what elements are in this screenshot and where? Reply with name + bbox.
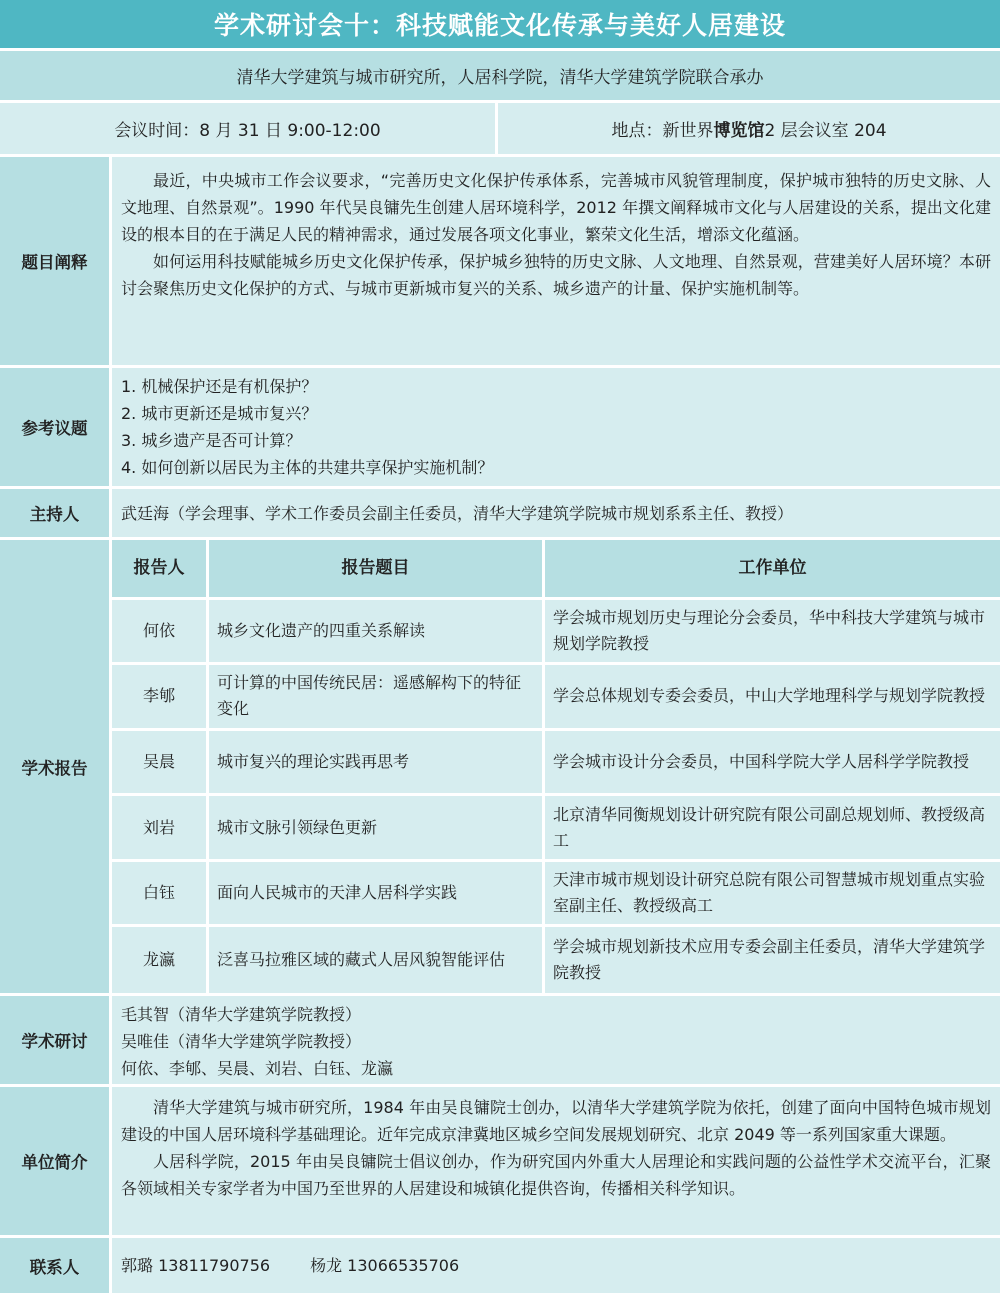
reference-topics-row [0,368,1000,489]
topic-content [112,157,1000,365]
report-title: 面向人民城市的天津人居科学实践 [209,862,545,925]
report-title: 可计算的中国传统民居：遥感解构下的特征变化 [209,665,545,728]
report-title: 城市复兴的理论实践再思考 [209,731,545,794]
table-row [112,862,1000,928]
list-item: 毛其智（清华大学建筑学院教授） [121,1005,362,1024]
table-row [112,665,1000,731]
list-item: 1. 机械保护还是有机保护？ [121,377,318,396]
contact-person: 郭璐 13811790756 [121,1256,271,1275]
speaker-name: 龙瀛 [112,927,209,993]
table-row [112,796,1000,862]
contact-label: 联系人 [0,1238,112,1293]
units-content [112,1087,1000,1235]
meeting-info [0,103,1000,157]
reports-table [112,540,1000,993]
list-item: 3. 城乡遗产是否可计算？ [121,431,302,450]
table-row [112,600,1000,666]
topic-label: 题目阐释 [0,157,112,365]
contact-list [112,1238,1000,1293]
topic-paragraph: 最近，中央城市工作会议要求，“完善历史文化保护传承体系，完善城市风貌管理制度，保护城市独特的历史文脉、人文地理、自然景观”。1990 年代吴良镛先生创建人居环境科学，2012 年撰文阐释城市文化与人居建设的关系，提出文化建设的根本目的在于满足人民的精神需求，通过发展各项文化事业，繁荣文化生活，增添文化蕴涵。 [121,171,991,244]
header-affiliation: 工作单位 [738,558,807,579]
organizer-text: 清华大学建筑与城市研究所，人居科学院，清华大学建筑学院联合承办 [236,68,764,88]
place-suffix: 2 层会议室 204 [764,121,887,141]
speaker-affiliation: 北京清华同衡规划设计研究院有限公司副总规划师、教授级高工 [553,804,986,850]
page-title: 学术研讨会十：科技赋能文化传承与美好人居建设 [213,11,786,40]
discussion-label: 学术研讨 [0,996,112,1084]
reports-row [0,540,1000,996]
host-label: 主持人 [0,489,112,537]
contact-row [0,1238,1000,1293]
units-paragraph: 清华大学建筑与城市研究所，1984 年由吴良镛院士创办，以清华大学建筑学院为依托，创建了面向中国特色城市规划建设的中国人居环境科学基础理论。近年完成京津冀地区城乡空间发展规划研究、北京 2049 等一系列国家重大课题。 [121,1098,991,1144]
speaker-affiliation: 学会城市规划新技术应用专委会副主任委员，清华大学建筑学院教授 [553,937,986,983]
host-row [0,489,1000,540]
meeting-time: 会议时间：8 月 31 日 9:00-12:00 [0,103,498,154]
meeting-place [498,103,1000,154]
place-prefix: 地点：新世界 [611,121,714,141]
topic-row [0,157,1000,368]
title-banner [0,0,1000,51]
speaker-name: 白钰 [112,862,209,925]
reference-topics-label: 参考议题 [0,368,112,486]
header-title: 报告题目 [209,540,545,597]
table-row [112,731,1000,797]
place-venue: 博览馆 [713,121,765,141]
reports-label: 学术报告 [0,540,112,993]
discussion-row [0,996,1000,1087]
units-row [0,1087,1000,1238]
speaker-name: 李郇 [112,665,209,728]
header-speaker: 报告人 [112,540,209,597]
list-item: 4. 如何创新以居民为主体的共建共享保护实施机制？ [121,458,494,477]
reports-header-row [112,540,1000,600]
units-paragraph: 人居科学院，2015 年由吴良镛院士倡议创办，作为研究国内外重大人居理论和实践问题的公益性学术交流平台，汇聚各领域相关专家学者为中国乃至世界的人居建设和城镇化提供咨询，传播相关科学知识。 [121,1152,991,1198]
reference-topics-list [112,368,1000,486]
speaker-affiliation: 学会总体规划专委会委员，中山大学地理科学与规划学院教授 [553,686,986,706]
list-item: 吴唯佳（清华大学建筑学院教授） [121,1032,362,1051]
speaker-affiliation: 学会城市规划历史与理论分会委员，华中科技大学建筑与城市规划学院教授 [553,607,986,653]
report-title: 城乡文化遗产的四重关系解读 [209,600,545,663]
speaker-name: 刘岩 [112,796,209,859]
topic-paragraph: 如何运用科技赋能城乡历史文化保护传承，保护城乡独特的历史文脉、人文地理、自然景观，营建美好人居环境？本研讨会聚焦历史文化保护的方式、与城市更新城市复兴的关系、城乡遗产的计量、保护实施机制等。 [121,252,991,298]
contact-person: 杨龙 13066535706 [310,1256,460,1275]
speaker-affiliation: 天津市城市规划设计研究总院有限公司智慧城市规划重点实验室副主任、教授级高工 [553,870,986,916]
speaker-name: 何依 [112,600,209,663]
host-text: 武廷海（学会理事、学术工作委员会副主任委员，清华大学建筑学院城市规划系系主任、教授） [112,489,1000,537]
report-title: 城市文脉引领绿色更新 [209,796,545,859]
table-row [112,927,1000,993]
speaker-name: 吴晨 [112,731,209,794]
discussion-list [112,996,1000,1084]
speaker-affiliation: 学会城市设计分会委员，中国科学院大学人居科学学院教授 [553,752,970,772]
units-label: 单位简介 [0,1087,112,1235]
report-title: 泛喜马拉雅区域的藏式人居风貌智能评估 [209,927,545,993]
list-item: 何依、李郇、吴晨、刘岩、白钰、龙瀛 [121,1059,394,1078]
list-item: 2. 城市更新还是城市复兴？ [121,404,318,423]
organizer-banner [0,51,1000,103]
